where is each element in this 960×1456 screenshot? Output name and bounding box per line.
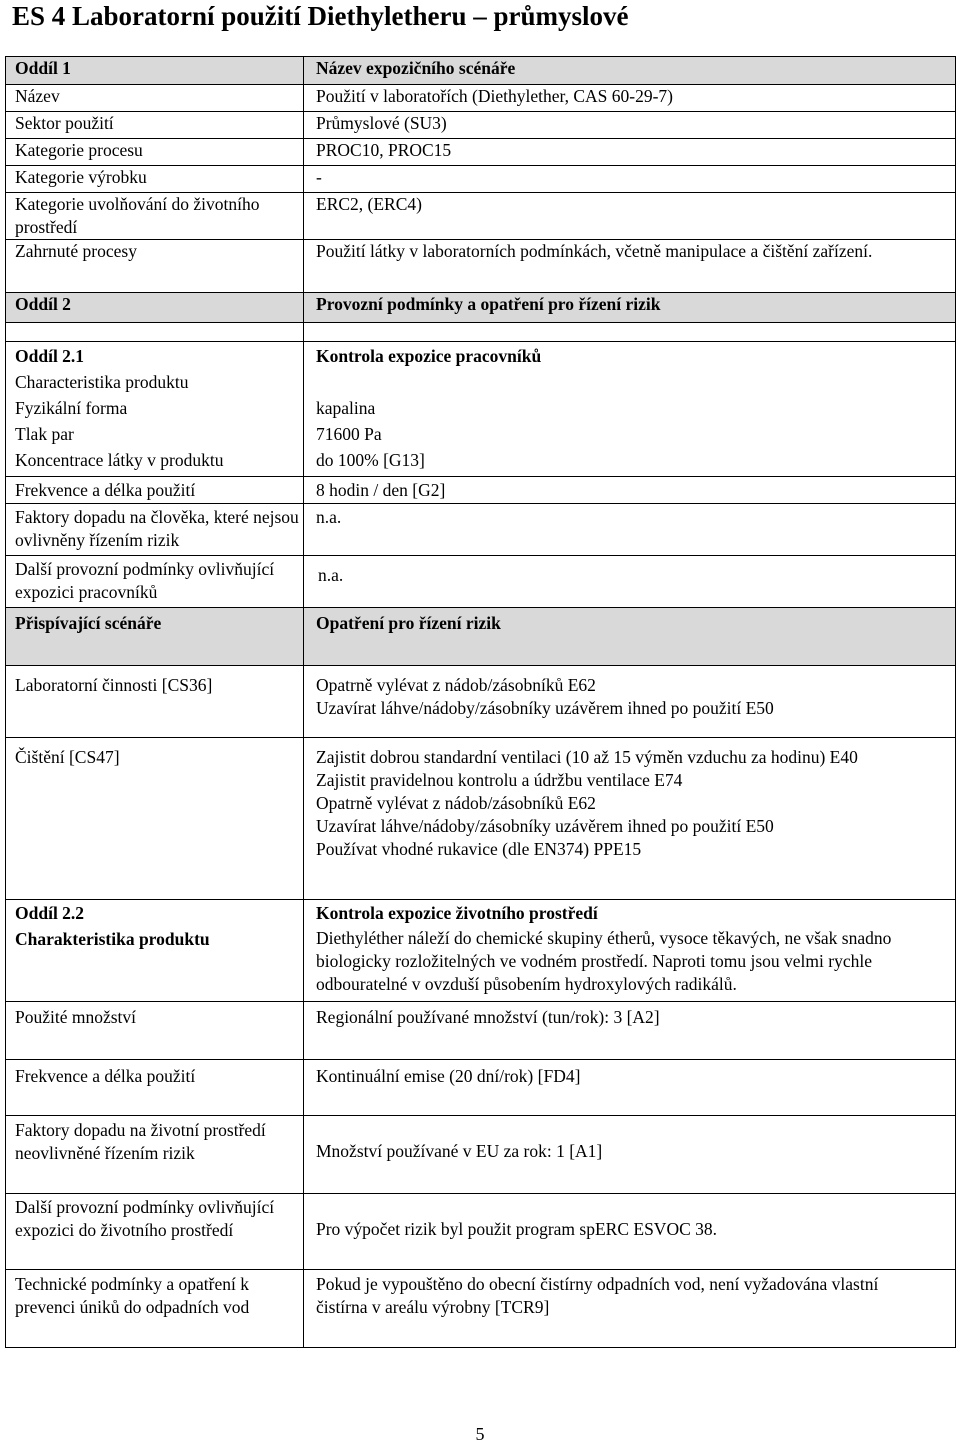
row-value: Pro výpočet rizik byl použit program spERC ESVOC 38. <box>304 1194 956 1270</box>
section2-heading: Provozní podmínky a opatření pro řízení rizik <box>304 293 956 323</box>
section22-left <box>6 900 304 1002</box>
section1-heading: Název expozičního scénáře <box>304 57 956 85</box>
section21-block <box>6 342 956 477</box>
row-key: Faktory dopadu na člověka, které nejsou ovlivněny řízením rizik <box>6 504 304 556</box>
section2-header-row <box>6 293 956 323</box>
row-value: - <box>304 166 956 193</box>
table-row <box>6 85 956 112</box>
table-row <box>6 1002 956 1060</box>
row-key: Název <box>6 85 304 112</box>
section22-right <box>304 900 956 1002</box>
row-value: Množství používané v EU za rok: 1 [A1] <box>304 1116 956 1194</box>
row-key: Koncentrace látky v produktu <box>15 450 224 470</box>
page-number: 5 <box>475 1424 485 1444</box>
row-value: Použití v laboratořích (Diethylether, CAS 60-29-7) <box>304 85 956 112</box>
table-row <box>6 477 956 504</box>
section21-label: Oddíl 2.1 <box>15 346 85 366</box>
section21-right <box>304 342 956 477</box>
row-value: Pokud je vypouštěno do obecní čistírny odpadních vod, není vyžadována vlastní čistírna v areálu výrobny [TCR9] <box>304 1270 956 1348</box>
row-value: do 100% [G13] <box>316 450 425 470</box>
row-value: ERC2, (ERC4) <box>304 193 956 240</box>
row-key: Tlak par <box>15 424 74 444</box>
row-key: Frekvence a délka použití <box>6 477 304 504</box>
row-key: Kategorie výrobku <box>6 166 304 193</box>
section1-header-row <box>6 57 956 85</box>
scenario-row <box>6 738 956 900</box>
measure-line: Uzavírat láhve/nádoby/zásobníky uzávěrem ihned po použití E50 <box>316 698 774 718</box>
row-key: Faktory dopadu na životní prostředí neovlivněné řízením rizik <box>6 1116 304 1194</box>
scenario-measures <box>304 738 956 900</box>
section22-description: Diethyléther náleží do chemické skupiny étherů, vysoce těkavých, ne však snadno biologicky rozložitelných ve vodném prostředí. Naproti tomu jsou velmi rychle odbouratelné v ovzduší působením hydroxylových radikálů. <box>316 928 892 994</box>
measure-line: Opatrně vylévat z nádob/zásobníků E62 <box>316 675 596 695</box>
row-key: Zahrnuté procesy <box>6 240 304 293</box>
row-key: Kategorie procesu <box>6 139 304 166</box>
scenario-name: Čištění [CS47] <box>6 738 304 900</box>
page-title: ES 4 Laboratorní použití Diethyletheru – průmyslové <box>12 1 629 31</box>
measure-line: Používat vhodné rukavice (dle EN374) PPE15 <box>316 839 642 859</box>
spacer-row <box>6 323 956 342</box>
row-value: n.a. <box>304 556 956 608</box>
row-key: Další provozní podmínky ovlivňující expozici do životního prostředí <box>6 1194 304 1270</box>
row-value: Regionální používané množství (tun/rok): 3 [A2] <box>304 1002 956 1060</box>
section21-heading: Kontrola expozice pracovníků <box>316 346 542 366</box>
table-row <box>6 504 956 556</box>
spacer-cell <box>304 323 956 342</box>
row-key: Použité množství <box>6 1002 304 1060</box>
table-row <box>6 240 956 293</box>
section22-heading: Kontrola expozice životního prostředí <box>316 903 598 923</box>
row-value: Kontinuální emise (20 dní/rok) [FD4] <box>304 1060 956 1116</box>
row-key: Technické podmínky a opatření k prevenci úniků do odpadních vod <box>6 1270 304 1348</box>
table-row <box>6 193 956 240</box>
row-value: Průmyslové (SU3) <box>304 112 956 139</box>
row-key: Kategorie uvolňování do životního prostředí <box>6 193 304 240</box>
table-row <box>6 166 956 193</box>
table-row <box>6 556 956 608</box>
section2-label: Oddíl 2 <box>6 293 304 323</box>
row-value: 8 hodin / den [G2] <box>304 477 956 504</box>
row-key: Sektor použití <box>6 112 304 139</box>
table-row <box>6 1060 956 1116</box>
contrib-header-row <box>6 608 956 666</box>
measure-line: Opatrně vylévat z nádob/zásobníků E62 <box>316 793 596 813</box>
row-value: kapalina <box>316 398 376 418</box>
scenario-measures <box>304 666 956 738</box>
measures-label: Opatření pro řízení rizik <box>304 608 956 666</box>
row-value: PROC10, PROC15 <box>304 139 956 166</box>
row-key: Další provozní podmínky ovlivňující expozici pracovníků <box>6 556 304 608</box>
contrib-label: Přispívající scénáře <box>6 608 304 666</box>
row-key: Fyzikální forma <box>15 398 128 418</box>
row-value: Použití látky v laboratorních podmínkách, včetně manipulace a čištění zařízení. <box>304 240 956 293</box>
section22-block <box>6 900 956 1002</box>
table-row <box>6 1270 956 1348</box>
table-row <box>6 139 956 166</box>
measure-line: Zajistit dobrou standardní ventilaci (10 až 15 výměn vzduchu za hodinu) E40 <box>316 747 858 767</box>
measure-line: Uzavírat láhve/nádoby/zásobníky uzávěrem ihned po použití E50 <box>316 816 774 836</box>
section22-sub: Charakteristika produktu <box>15 929 210 949</box>
spacer-cell <box>6 323 304 342</box>
row-key: Frekvence a délka použití <box>6 1060 304 1116</box>
exposure-scenario-table <box>5 56 956 1348</box>
row-value: 71600 Pa <box>316 424 382 444</box>
scenario-row <box>6 666 956 738</box>
section1-label: Oddíl 1 <box>6 57 304 85</box>
measure-line: Zajistit pravidelnou kontrolu a údržbu ventilace E74 <box>316 770 683 790</box>
table-row <box>6 112 956 139</box>
scenario-name: Laboratorní činnosti [CS36] <box>6 666 304 738</box>
section21-left <box>6 342 304 477</box>
section21-sub: Characteristika produktu <box>15 372 189 392</box>
row-value: n.a. <box>304 504 956 556</box>
section22-label: Oddíl 2.2 <box>15 903 85 923</box>
table-row <box>6 1116 956 1194</box>
table-row <box>6 1194 956 1270</box>
